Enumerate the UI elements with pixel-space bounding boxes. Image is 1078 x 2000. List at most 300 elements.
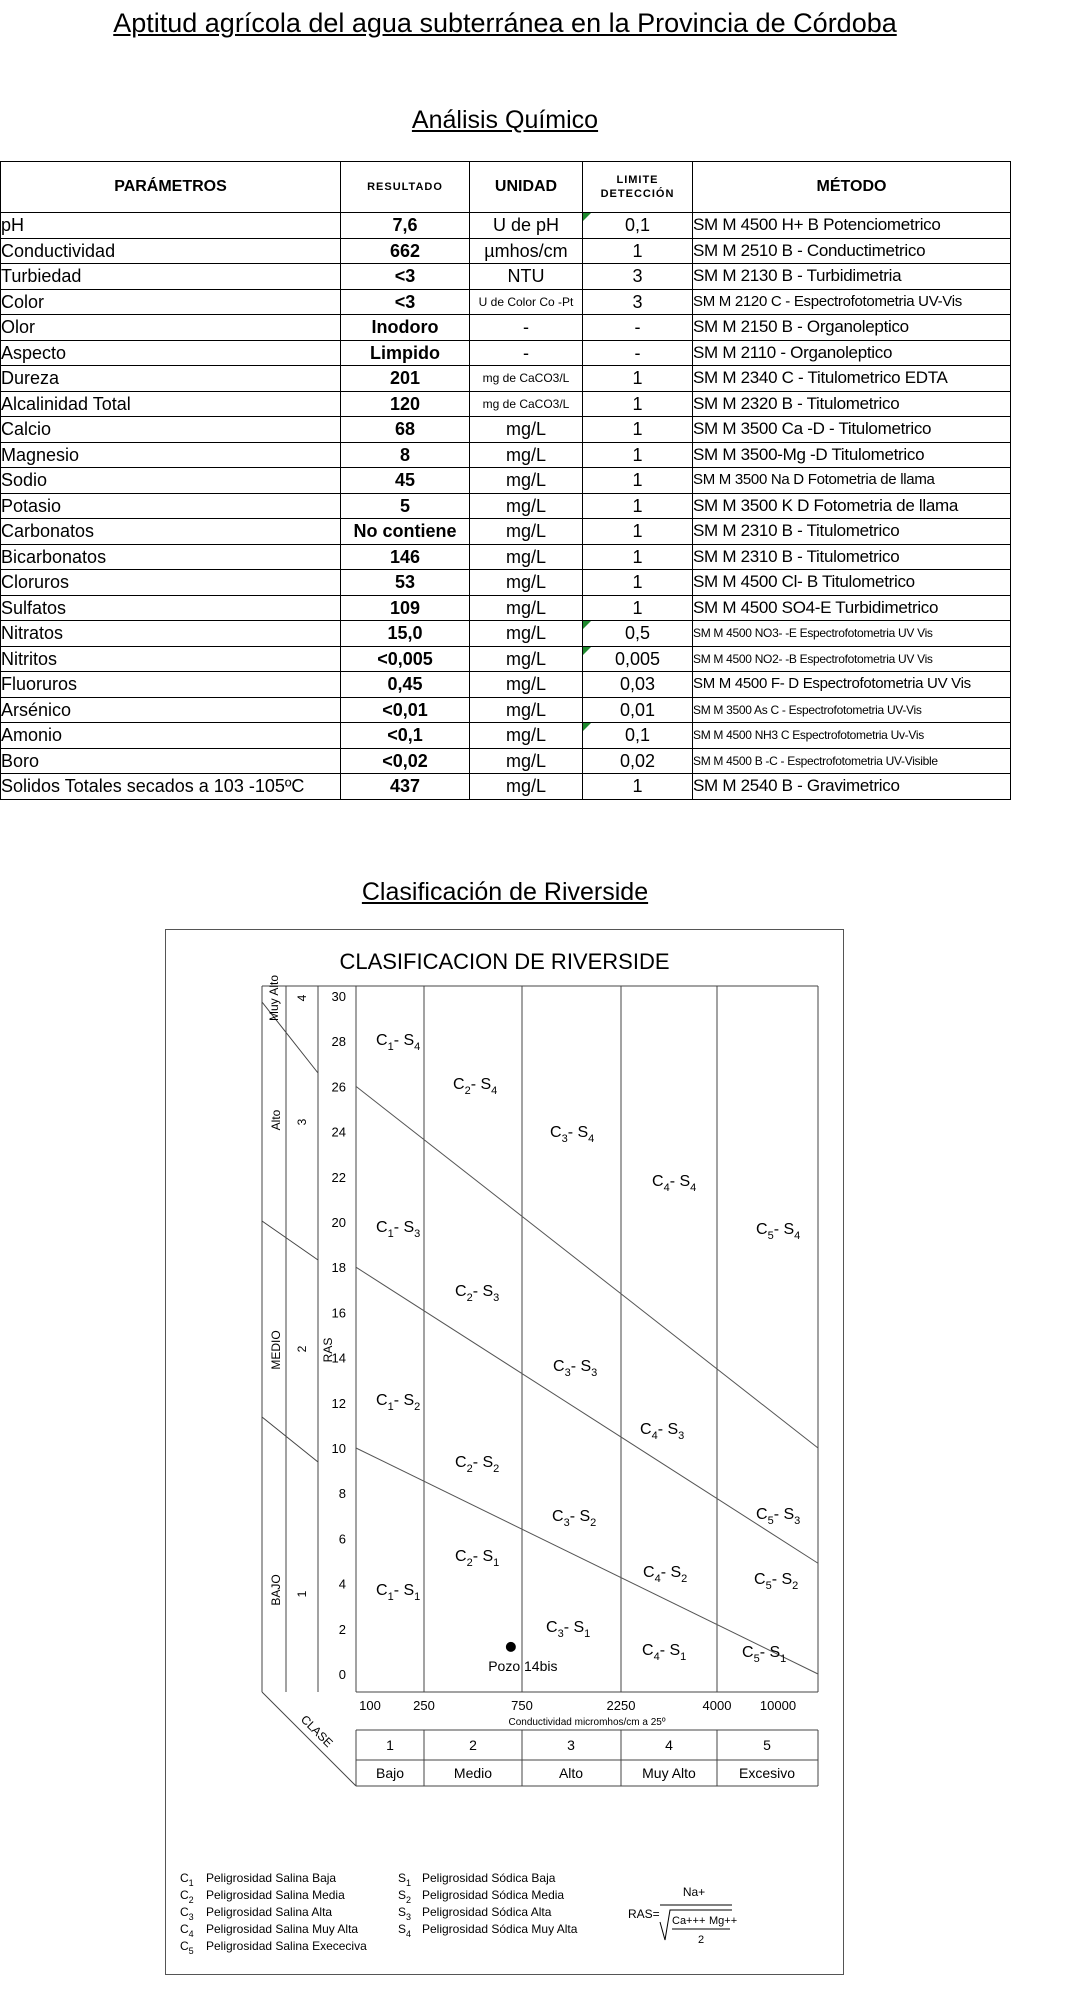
clase-label: CLASE — [297, 1712, 336, 1751]
y-tick-label: 22 — [331, 1169, 346, 1185]
param-name-text: Olor — [1, 317, 36, 338]
param-unit-text: mg de CaCO3/L — [482, 396, 570, 411]
table-row — [1, 723, 1011, 749]
param-limit — [583, 646, 693, 672]
param-unit — [470, 544, 583, 570]
legend-sodium-code: $S_2$ — [398, 1888, 412, 1905]
y-tick-label: 4 — [338, 1576, 346, 1592]
param-limit — [583, 238, 693, 264]
param-unit — [470, 519, 583, 545]
y-tick-label: 28 — [331, 1034, 346, 1050]
param-result-text: Limpido — [370, 342, 440, 363]
param-method — [693, 595, 1011, 621]
table-row — [1, 213, 1011, 239]
param-unit — [470, 289, 583, 315]
legend-salinity-code: $C_2$ — [180, 1888, 194, 1905]
header-limite-line2: DETECCIÓN — [600, 188, 675, 200]
table-row — [1, 519, 1011, 545]
param-name-text: Carbonatos — [1, 521, 95, 542]
param-result-text: 45 — [394, 470, 416, 491]
param-name — [1, 748, 341, 774]
zone-label: $C_4-$ $S_3$ — [640, 1421, 685, 1442]
param-unit — [470, 774, 583, 800]
table-row — [1, 366, 1011, 392]
sodium-class-divider-1 — [262, 1221, 318, 1260]
sodium-class-number: 3 — [295, 1118, 309, 1126]
param-result — [341, 774, 470, 800]
param-result-text: 68 — [394, 419, 416, 440]
param-method — [693, 213, 1011, 239]
param-unit — [470, 315, 583, 341]
param-limit — [583, 621, 693, 647]
y-tick-label: 14 — [331, 1350, 346, 1366]
table-row — [1, 340, 1011, 366]
param-limit — [583, 697, 693, 723]
table-header-row — [1, 162, 1011, 213]
legend-salinity-text: Peligrosidad Salina Alta — [206, 1905, 333, 1919]
header-limite-line1: LIMITE — [616, 174, 659, 186]
formula-den-plus: + — [699, 1915, 706, 1927]
param-limit-text: 0,01 — [619, 699, 656, 720]
param-method — [693, 238, 1011, 264]
legend-sodium-text: Peligrosidad Sódica Baja — [422, 1871, 556, 1885]
param-unit — [470, 442, 583, 468]
param-name-text: Color — [1, 291, 45, 312]
salinity-class-name: Excesivo — [738, 1765, 796, 1781]
legend-salinity-code: $C_3$ — [180, 1905, 194, 1922]
sodium-class-name: Alto — [269, 1109, 283, 1131]
param-result — [341, 544, 470, 570]
param-method — [693, 672, 1011, 698]
parameters-table — [0, 161, 1011, 800]
param-unit — [470, 595, 583, 621]
param-result-text: 5 — [399, 495, 410, 516]
param-method-text: SM M 4500 H+ B Potenciometrico — [693, 215, 941, 235]
param-limit-text: 0,1 — [624, 215, 651, 236]
param-name-text: pH — [1, 215, 25, 236]
legend-sodium-code: $S_3$ — [398, 1905, 412, 1922]
main-title: Aptitud agrícola del agua subterránea en la Provincia de Córdoba — [113, 8, 897, 38]
zone-label: $C_1-$ $S_3$ — [376, 1219, 421, 1240]
param-unit-text: U de Color Co -Pt — [478, 294, 574, 309]
salinity-class-name: Muy Alto — [642, 1765, 696, 1781]
param-unit — [470, 264, 583, 290]
param-method-text: SM M 3500 K D Fotometria de llama — [693, 495, 959, 515]
header-parametros: PARÁMETROS — [1, 162, 341, 213]
table-row — [1, 748, 1011, 774]
param-limit — [583, 442, 693, 468]
legend-salinity-code: $C_4$ — [180, 1922, 194, 1939]
param-name-text: Magnesio — [1, 444, 80, 465]
header-metodo: MÉTODO — [693, 162, 1011, 213]
zone-label: $C_4-$ $S_1$ — [642, 1642, 687, 1663]
param-name — [1, 213, 341, 239]
param-limit — [583, 723, 693, 749]
param-name — [1, 774, 341, 800]
formula-lhs: RAS= — [628, 1907, 660, 1921]
param-name — [1, 315, 341, 341]
table-row — [1, 774, 1011, 800]
x-tick-label: 100 — [359, 1698, 381, 1713]
param-method — [693, 391, 1011, 417]
legend-sodium-text: Peligrosidad Sódica Muy Alta — [422, 1922, 578, 1936]
param-result — [341, 315, 470, 341]
param-name-text: Alcalinidad Total — [1, 393, 131, 414]
param-limit — [583, 774, 693, 800]
table-row — [1, 595, 1011, 621]
param-unit — [470, 213, 583, 239]
param-limit — [583, 315, 693, 341]
salinity-class-name: Alto — [558, 1765, 584, 1781]
param-unit-text: mg/L — [505, 495, 547, 516]
param-unit-text: mg/L — [505, 572, 547, 593]
table-row — [1, 289, 1011, 315]
salinity-class-number: 3 — [567, 1737, 575, 1753]
param-result — [341, 519, 470, 545]
param-result — [341, 366, 470, 392]
data-point-label: Pozo 14bis — [488, 1657, 558, 1674]
zone-label: $C_5-$ $S_4$ — [756, 1221, 801, 1242]
param-method — [693, 697, 1011, 723]
legend-sodium-code: $S_1$ — [398, 1871, 412, 1888]
param-method-text: SM M 4500 NO2- -B Espectrofotometria UV Vis — [693, 651, 933, 666]
param-result-text: 15,0 — [387, 623, 423, 644]
param-result-text: 146 — [389, 546, 421, 567]
param-method-text: SM M 2150 B - Organoleptico — [693, 317, 909, 337]
param-name-text: Solidos Totales secados a 103 -105ºC — [1, 776, 305, 797]
param-limit-text: 0,03 — [619, 674, 656, 695]
param-name-text: Sodio — [1, 470, 48, 491]
zone-label: $C_3-$ $S_4$ — [550, 1124, 595, 1145]
comment-flag-icon — [583, 723, 591, 731]
param-result-text: <0,02 — [382, 750, 428, 771]
zone-label: $C_3-$ $S_1$ — [546, 1619, 591, 1640]
table-row — [1, 697, 1011, 723]
param-limit — [583, 264, 693, 290]
param-limit — [583, 544, 693, 570]
param-limit — [583, 595, 693, 621]
formula-numerator: Na+ — [682, 1885, 706, 1899]
param-result — [341, 493, 470, 519]
param-limit — [583, 366, 693, 392]
param-result-text: Inodoro — [371, 317, 439, 338]
param-name-text: Sulfatos — [1, 597, 67, 618]
param-name-text: Conductividad — [1, 240, 116, 261]
x-tick-label: 10000 — [759, 1698, 797, 1713]
param-unit-text: U de pH — [492, 215, 560, 236]
param-unit-text: mg/L — [505, 725, 547, 746]
param-limit — [583, 213, 693, 239]
sodium-class-name: BAJO — [269, 1574, 283, 1606]
param-limit-text: - — [634, 317, 641, 338]
param-unit-text: - — [523, 342, 529, 363]
param-unit-text: mg/L — [505, 623, 547, 644]
param-unit-text: NTU — [507, 266, 545, 287]
param-unit — [470, 493, 583, 519]
param-limit — [583, 672, 693, 698]
param-name — [1, 238, 341, 264]
param-unit-text: mg/L — [505, 444, 547, 465]
param-method — [693, 723, 1011, 749]
param-result — [341, 723, 470, 749]
zone-label: $C_5-$ $S_3$ — [756, 1506, 801, 1527]
table-row — [1, 646, 1011, 672]
param-result-text: 8 — [399, 444, 410, 465]
param-unit-text: mg/L — [505, 521, 547, 542]
param-limit-text: 1 — [632, 419, 643, 440]
header-resultado: RESULTADO — [341, 162, 470, 213]
y-tick-label: 16 — [331, 1305, 346, 1321]
param-name-text: Arsénico — [1, 699, 72, 720]
param-limit — [583, 493, 693, 519]
param-result — [341, 621, 470, 647]
header-unidad: UNIDAD — [470, 162, 583, 213]
analysis-title: Análisis Químico — [411, 106, 599, 134]
param-method-text: SM M 2540 B - Gravimetrico — [693, 776, 900, 796]
param-limit-text: 1 — [632, 470, 643, 491]
y-tick-label: 8 — [338, 1486, 346, 1502]
param-limit-text: 1 — [632, 240, 643, 261]
param-unit — [470, 391, 583, 417]
legend-salinity-text: Peligrosidad Salina Exececiva — [206, 1939, 367, 1953]
y-tick-label: 6 — [338, 1531, 346, 1547]
param-result-text: 53 — [394, 572, 416, 593]
param-limit — [583, 468, 693, 494]
table-row — [1, 493, 1011, 519]
x-tick-label: 4000 — [702, 1698, 732, 1713]
param-name-text: Nitratos — [1, 623, 64, 644]
param-name-text: Boro — [1, 750, 40, 771]
param-limit-text: 3 — [632, 291, 643, 312]
table-row — [1, 315, 1011, 341]
param-unit — [470, 570, 583, 596]
param-unit — [470, 417, 583, 443]
y-tick-label: 0 — [338, 1667, 346, 1682]
param-limit-text: 1 — [632, 495, 643, 516]
param-result-text: 437 — [389, 776, 421, 797]
x-tick-label: 250 — [413, 1698, 435, 1713]
param-unit — [470, 748, 583, 774]
sodium-class-number: 1 — [295, 1590, 309, 1598]
param-method — [693, 340, 1011, 366]
param-result — [341, 213, 470, 239]
param-limit-text: 1 — [632, 444, 643, 465]
param-unit-text: mg/L — [505, 776, 547, 797]
y-tick-label: 20 — [331, 1215, 346, 1230]
param-name-text: Turbiedad — [1, 266, 82, 287]
param-method — [693, 289, 1011, 315]
param-unit — [470, 723, 583, 749]
table-body — [1, 213, 1011, 800]
param-result — [341, 595, 470, 621]
chart-title: CLASIFICACION DE RIVERSIDE — [339, 949, 670, 974]
param-method — [693, 570, 1011, 596]
param-method — [693, 264, 1011, 290]
param-limit-text: 1 — [632, 776, 643, 797]
param-limit — [583, 417, 693, 443]
param-limit-text: 0,5 — [624, 623, 651, 644]
sodium-class-divider-2 — [262, 1417, 318, 1462]
param-result — [341, 442, 470, 468]
param-result — [341, 672, 470, 698]
param-limit-text: 1 — [632, 521, 643, 542]
param-method-text: SM M 2130 B - Turbidimetria — [693, 266, 902, 286]
param-result-text: <3 — [394, 266, 416, 287]
param-result — [341, 697, 470, 723]
param-method — [693, 646, 1011, 672]
param-unit-text: mg/L — [505, 750, 547, 771]
param-result-text: <0,005 — [377, 648, 433, 669]
y-tick-label: 2 — [338, 1621, 346, 1637]
param-result-text: No contiene — [353, 521, 457, 542]
zone-label: $C_3-$ $S_2$ — [552, 1508, 597, 1529]
param-result-text: 7,6 — [392, 215, 418, 236]
param-unit-text: mg/L — [505, 699, 547, 720]
sodium-hazard-line-1 — [356, 1448, 818, 1674]
param-limit-text: 0,005 — [614, 648, 661, 669]
param-name — [1, 417, 341, 443]
sodium-class-name: MEDIO — [269, 1330, 283, 1370]
table-row — [1, 264, 1011, 290]
table-row — [1, 468, 1011, 494]
param-method-text: SM M 3500 Na D Fotometria de llama — [693, 471, 935, 489]
param-unit-text: mg/L — [505, 674, 547, 695]
param-unit — [470, 340, 583, 366]
table-row — [1, 417, 1011, 443]
param-result-text: <0,01 — [382, 699, 428, 720]
param-method-text: SM M 4500 NO3- -E Espectrofotometria UV Vis — [693, 626, 933, 641]
table-row — [1, 672, 1011, 698]
table-row — [1, 238, 1011, 264]
param-unit-text: mg de CaCO3/L — [482, 371, 570, 386]
param-name-text: Amonio — [1, 725, 63, 746]
sodium-class-name: Muy Alto — [267, 974, 281, 1022]
param-name — [1, 366, 341, 392]
y-axis-label: RAS — [321, 1337, 335, 1363]
param-name — [1, 519, 341, 545]
param-name-text: Cloruros — [1, 572, 70, 593]
param-name — [1, 723, 341, 749]
legend-salinity-code: $C_1$ — [180, 1871, 194, 1888]
x-tick-label: 2250 — [606, 1698, 636, 1713]
sodium-class-number: 4 — [295, 994, 309, 1002]
param-result-text: 109 — [389, 597, 421, 618]
table-row — [1, 621, 1011, 647]
y-tick-label: 10 — [331, 1441, 346, 1456]
param-limit-text: 3 — [632, 266, 643, 287]
table-row — [1, 570, 1011, 596]
zone-label: $C_2-$ $S_1$ — [455, 1548, 500, 1569]
zone-label: $C_5-$ $S_2$ — [754, 1571, 799, 1592]
param-name — [1, 595, 341, 621]
data-point-pozo — [506, 1642, 516, 1652]
param-unit-text: µmhos/cm — [484, 240, 568, 261]
param-method-text: SM M 4500 F- D Espectrofotometria UV Vis — [693, 675, 971, 693]
formula-den1: Ca++ — [672, 1915, 699, 1927]
param-name — [1, 264, 341, 290]
salinity-class-number: 4 — [665, 1737, 673, 1753]
param-method — [693, 442, 1011, 468]
param-unit-text: mg/L — [505, 546, 547, 567]
param-method-text: SM M 3500-Mg -D Titulometrico — [693, 444, 925, 464]
param-method-text: SM M 2510 B - Conductimetrico — [693, 240, 926, 260]
param-result — [341, 289, 470, 315]
x-axis-label: Conductividad micromhos/cm a 25º — [508, 1717, 666, 1728]
zone-label: $C_1-$ $S_4$ — [376, 1032, 421, 1053]
param-name — [1, 697, 341, 723]
param-result — [341, 391, 470, 417]
param-name — [1, 493, 341, 519]
param-name — [1, 570, 341, 596]
param-method — [693, 468, 1011, 494]
y-tick-label: 24 — [331, 1124, 346, 1140]
y-tick-label: 26 — [331, 1079, 346, 1095]
sodium-class-number: 2 — [295, 1345, 309, 1353]
param-result-text: <3 — [394, 291, 416, 312]
salinity-class-number: 5 — [763, 1737, 771, 1753]
zone-label: $C_3-$ $S_3$ — [553, 1358, 598, 1379]
param-name — [1, 468, 341, 494]
formula-den2: Mg++ — [709, 1915, 738, 1927]
zone-label: $C_4-$ $S_4$ — [652, 1173, 697, 1194]
param-limit-text: 1 — [632, 597, 643, 618]
param-unit — [470, 621, 583, 647]
zone-label: $C_1-$ $S_1$ — [376, 1582, 421, 1603]
param-unit — [470, 366, 583, 392]
param-limit — [583, 391, 693, 417]
param-method-text: SM M 4500 SO4-E Turbidimetrico — [693, 597, 939, 617]
param-method — [693, 748, 1011, 774]
legend-salinity-text: Peligrosidad Salina Baja — [206, 1871, 337, 1885]
param-result — [341, 646, 470, 672]
param-unit-text: - — [523, 317, 529, 338]
riverside-chart — [166, 930, 843, 1974]
param-unit — [470, 468, 583, 494]
param-unit — [470, 238, 583, 264]
riverside-section-title: Clasificación de Riverside — [361, 878, 649, 906]
param-limit-text: 1 — [632, 546, 643, 567]
param-limit-text: 0,02 — [619, 750, 656, 771]
y-tick-label: 12 — [331, 1395, 346, 1411]
param-method-text: SM M 2110 - Organoleptico — [693, 342, 893, 362]
param-name — [1, 672, 341, 698]
param-method-text: SM M 2310 B - Titulometrico — [693, 546, 900, 566]
legend-salinity-code: $C_5$ — [180, 1939, 194, 1956]
x-tick-label: 750 — [511, 1698, 533, 1713]
param-result-text: 201 — [389, 368, 421, 389]
salinity-class-name: Bajo — [375, 1765, 405, 1781]
param-limit — [583, 519, 693, 545]
param-result — [341, 264, 470, 290]
param-method — [693, 366, 1011, 392]
param-unit — [470, 697, 583, 723]
param-method-text: SM M 2340 C - Titulometrico EDTA — [693, 368, 948, 388]
clase-diagonal-line — [262, 1692, 356, 1786]
zone-label: $C_2-$ $S_4$ — [453, 1076, 498, 1097]
param-limit-text: 0,1 — [624, 725, 651, 746]
salinity-class-number: 2 — [469, 1737, 477, 1753]
zone-label: $C_2-$ $S_3$ — [455, 1283, 500, 1304]
legend-salinity-text: Peligrosidad Salina Muy Alta — [206, 1922, 359, 1936]
param-limit-text: 1 — [632, 393, 643, 414]
table-row — [1, 442, 1011, 468]
zone-label: $C_1-$ $S_2$ — [376, 1392, 421, 1413]
table-row — [1, 391, 1011, 417]
param-name — [1, 289, 341, 315]
comment-flag-icon — [583, 213, 591, 221]
param-name-text: Bicarbonatos — [1, 546, 107, 567]
param-method — [693, 417, 1011, 443]
